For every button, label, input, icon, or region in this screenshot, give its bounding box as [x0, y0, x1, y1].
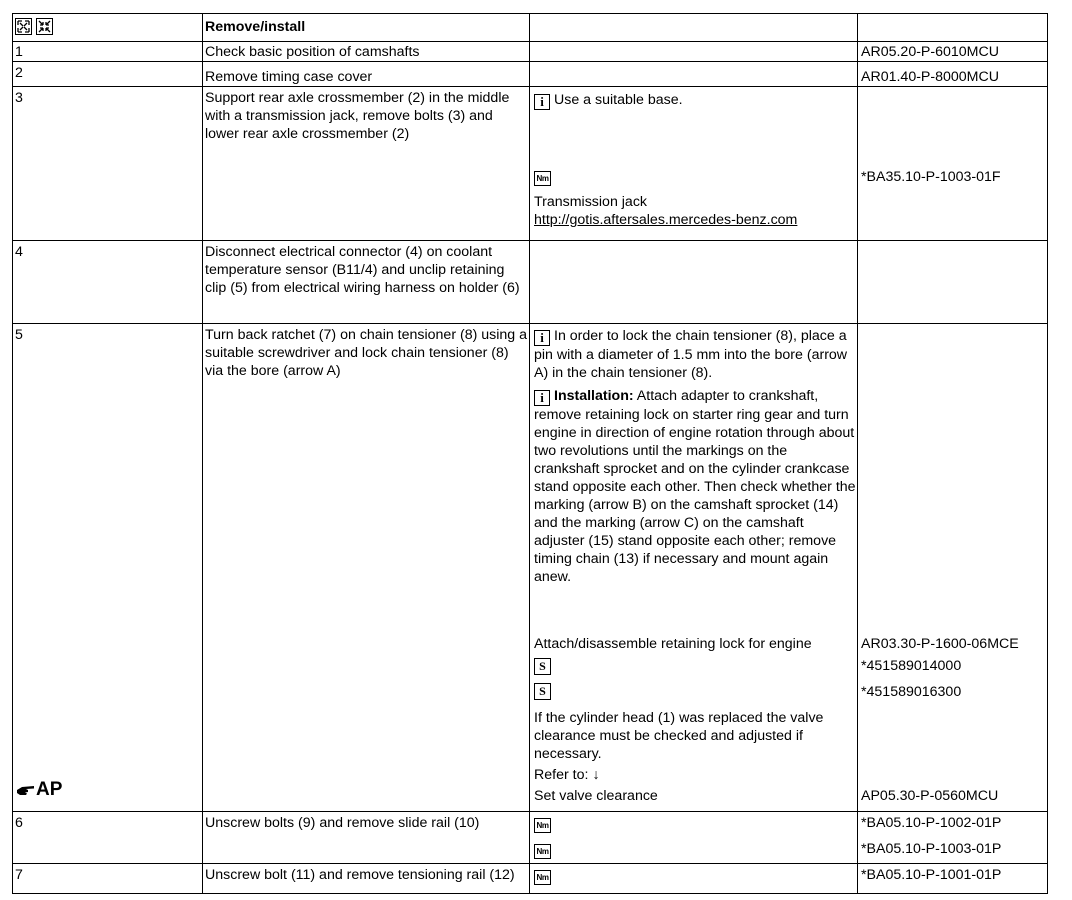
- header-title: Remove/install: [205, 19, 306, 35]
- special-tool-reference[interactable]: *451589014000: [861, 658, 962, 674]
- step-text: Remove timing case cover: [205, 69, 373, 85]
- step-text: Check basic position of camshafts: [205, 44, 420, 60]
- step-row-5: [13, 324, 1047, 812]
- info-note: Use a suitable base.: [554, 92, 683, 108]
- tool-name: Transmission jack: [534, 194, 648, 210]
- step-row-1: [13, 42, 1047, 62]
- info-icon: i: [534, 390, 550, 406]
- step-number: 4: [15, 244, 23, 260]
- torque-reference-link[interactable]: *BA05.10-P-1002-01P: [861, 815, 1002, 831]
- installation-note: Attach adapter to crankshaft, remove retaining lock on starter ring gear and turn engine in direction of engine rotation through about two revolutions until the markings on the crankshaft sprocket and on the cylinder crankcase stand opposite each other. Then check whether the marking (arrow B) on the camshaft sprocket (14) and the marking (arrow C) on the camshaft adjuster (15) stand opposite each other; remove timing chain (13) if necessary and mount again anew.: [534, 388, 856, 585]
- step-row-6: [13, 812, 1047, 864]
- step-number: 1: [15, 44, 23, 60]
- step-row-7: [13, 864, 1047, 893]
- torque-icon[interactable]: Nm: [534, 171, 551, 186]
- expand-all-icon[interactable]: [15, 18, 32, 35]
- procedure-table: [12, 13, 1048, 894]
- torque-icon[interactable]: Nm: [534, 818, 551, 833]
- attach-text: Attach/disassemble retaining lock for engine: [534, 636, 812, 652]
- step-row-4: [13, 241, 1047, 324]
- step-text: Unscrew bolts (9) and remove slide rail (10): [205, 815, 480, 831]
- ap-label: AP: [36, 779, 63, 800]
- special-tool-icon[interactable]: S: [534, 683, 551, 700]
- attach-reference-link[interactable]: AR03.30-P-1600-06MCE: [861, 636, 1019, 652]
- header-row: [13, 14, 1047, 42]
- step-number: 6: [15, 815, 23, 831]
- step-text: Unscrew bolt (11) and remove tensioning rail (12): [205, 867, 515, 883]
- installation-label: Installation:: [554, 388, 634, 404]
- valve-clearance-text: Set valve clearance: [534, 788, 658, 804]
- special-tool-reference[interactable]: *451589016300: [861, 684, 962, 700]
- step-text: Disconnect electrical connector (4) on coolant temperature sensor (B11/4) and unclip retaining clip (5) from electrical wiring harness on holder (6): [205, 244, 520, 296]
- info-icon: i: [534, 94, 550, 110]
- step-number: 7: [15, 867, 23, 883]
- special-tool-icon[interactable]: S: [534, 658, 551, 675]
- info-note: In order to lock the chain tensioner (8), place a pin with a diameter of 1.5 mm into the bore (arrow A) in the chain tensioner (8).: [534, 328, 848, 381]
- step-text: Turn back ratchet (7) on chain tensioner (8) using a suitable screwdriver and lock chain tensioner (8) via the bore (arrow A): [205, 327, 528, 379]
- step-text: Support rear axle crossmember (2) in the middle with a transmission jack, remove bolts (3) and lower rear axle crossmember (2): [205, 90, 510, 142]
- step-number: 2: [15, 65, 23, 81]
- step-row-2: [13, 62, 1047, 87]
- ap-note[interactable]: [16, 781, 202, 800]
- tool-link[interactable]: http://gotis.aftersales.mercedes-benz.com: [534, 212, 798, 228]
- step-reference-link[interactable]: AR01.40-P-8000MCU: [861, 69, 999, 85]
- torque-reference-link[interactable]: *BA35.10-P-1003-01F: [861, 169, 1001, 185]
- pointing-hand-icon: [16, 781, 36, 797]
- torque-reference-link[interactable]: *BA05.10-P-1001-01P: [861, 867, 1002, 883]
- torque-icon[interactable]: Nm: [534, 870, 551, 885]
- step-reference-link[interactable]: AR05.20-P-6010MCU: [861, 44, 999, 60]
- refer-to-label: Refer to:: [534, 767, 589, 783]
- step-row-3: [13, 87, 1047, 241]
- step-number: 3: [15, 90, 23, 106]
- cylinder-head-note: If the cylinder head (1) was replaced the valve clearance must be checked and adjusted if necessary.: [534, 710, 824, 762]
- torque-reference-link[interactable]: *BA05.10-P-1003-01P: [861, 841, 1002, 857]
- info-icon: i: [534, 330, 550, 346]
- step-number: 5: [15, 327, 23, 343]
- valve-clearance-reference-link[interactable]: AP05.30-P-0560MCU: [861, 788, 999, 804]
- down-arrow-icon: ↓: [592, 767, 600, 783]
- collapse-all-icon[interactable]: [36, 18, 53, 35]
- torque-icon[interactable]: Nm: [534, 844, 551, 859]
